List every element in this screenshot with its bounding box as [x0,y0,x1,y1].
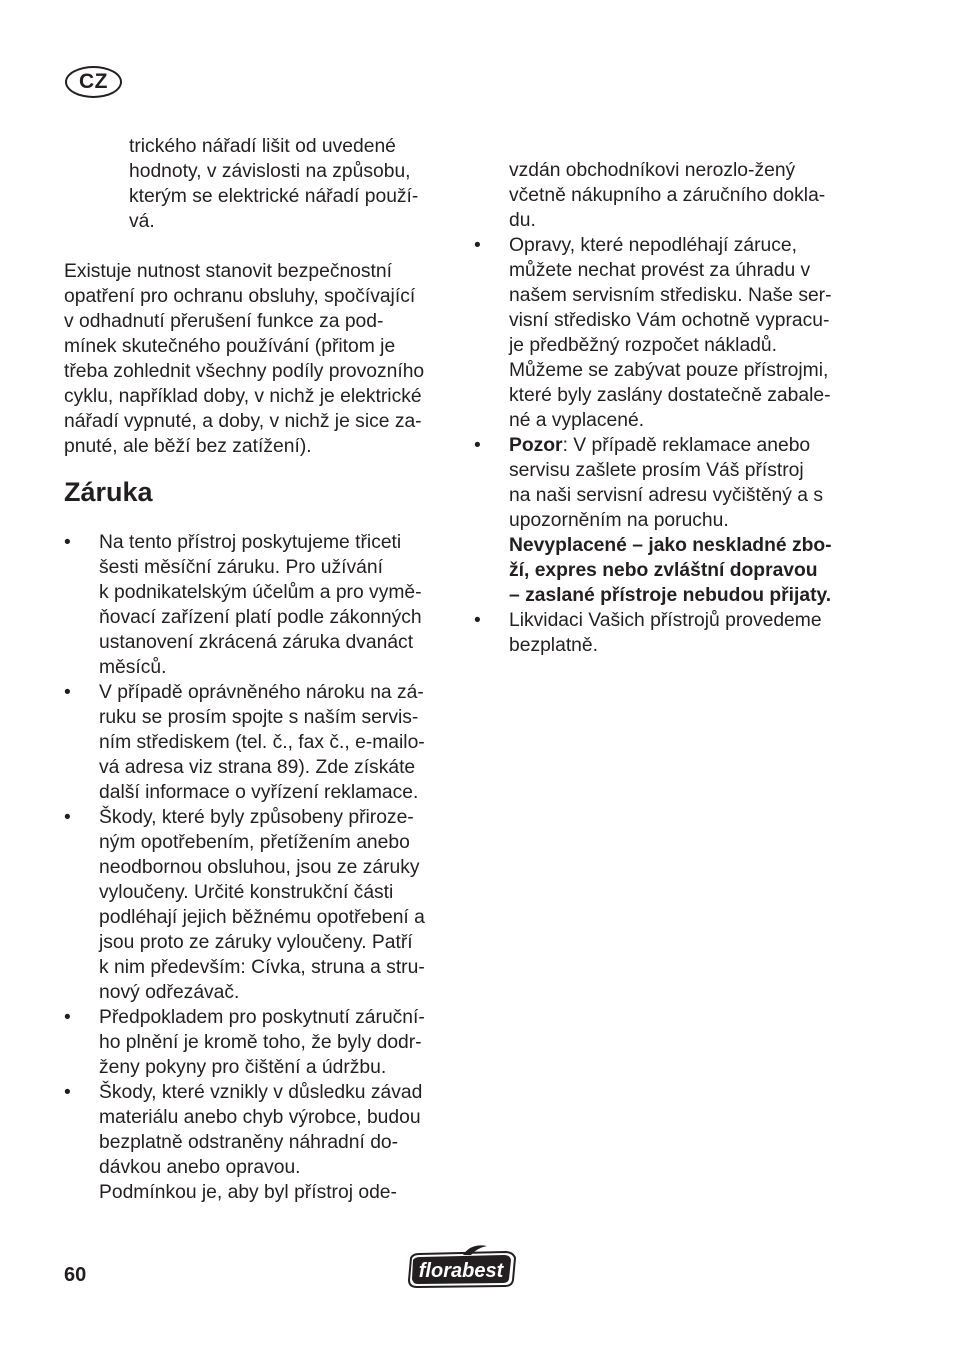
text-line: neodbornou obsluhou, jsou ze záruky [99,857,420,878]
text-line: ním střediskem (tel. č., fax č., e-mailo- [99,732,425,753]
warning-line: – zaslané přístroje nebudou přijaty. [509,585,832,606]
page-number: 60 [64,1264,87,1286]
text-line: ruku se prosím spojte s naším servis- [99,707,419,728]
continuation-text [474,158,874,233]
text-line: opatření pro ochranu obsluhy, spočívající [64,286,416,307]
text-line: ho plnění je kromě toho, že byly dodr- [99,1032,422,1053]
text-line: du. [509,210,536,231]
text-line: můžete nechat provést za úhradu v [509,260,811,281]
bullet-icon: • [64,1007,71,1028]
text-line: vá adresa viz strana 89). Zde získáte [99,757,416,778]
text-line: bezplatně. [509,635,598,656]
text-line: třeba zohlednit všechny podíly provozního [64,361,425,382]
text-line: Likvidaci Vašich přístrojů provedeme [509,610,822,631]
text-line: upozorněním na poruchu. [509,510,729,531]
text-line: Existuje nutnost stanovit bezpečnostní [64,261,392,282]
text-line: je předběžný rozpočet nákladů. [509,335,777,356]
continuation-text [64,134,464,234]
text-line: nářadí vypnuté, a doby, v nichž je sice za- [64,411,422,432]
bullet-icon: • [64,807,71,828]
attention-text: : V případě reklamace anebo [562,435,811,456]
list-item [64,530,464,680]
text-line: další informace o vyřízení reklamace. [99,782,419,803]
text-line: ným opotřebením, přetížením anebo [99,832,410,853]
text-line: trického nářadí lišit od uvedené [129,136,396,157]
left-column [64,134,464,1205]
list-item [64,1080,464,1205]
text-line: dávkou anebo opravou. [99,1157,301,1178]
text-line: bezplatně odstraněny náhradní do- [99,1132,399,1153]
bullet-icon: • [64,532,71,553]
attention-label: Pozor [509,435,563,456]
text-line: pnuté, ale běží bez zatížení). [64,436,312,457]
text-line: ňovací zařízení platí podle zákonných [99,607,422,628]
list-item [64,1005,464,1080]
list-item [474,233,874,433]
text-line: visní středisko Vám ochotně vypracu- [509,310,830,331]
text-line: vyloučeny. Určité konstrukční části [99,882,394,903]
text-line: nový odřezávač. [99,982,240,1003]
bullet-icon: • [64,1082,71,1103]
text-line: k podnikatelským účelům a pro vymě- [99,582,422,603]
text-line: né a vyplacené. [509,410,645,431]
warning-line: Nevyplacené – jako neskladné zbo- [509,535,832,556]
text-line: servisu zašlete prosím Váš přístroj [509,460,804,481]
text-line: hodnoty, v závislosti na způsobu, [129,161,411,182]
text-line: Podmínkou je, aby byl přístroj ode- [99,1182,397,1203]
text-line: V případě oprávněného nároku na zá- [99,682,424,703]
bullet-icon: • [474,610,481,631]
text-line: včetně nákupního a záručního dokla- [509,185,826,206]
logo-text: florabest [418,1260,504,1282]
language-badge: CZ [65,66,122,98]
section-heading: Záruka [64,477,153,507]
text-line: cyklu, například doby, v nichž je elektrické [64,386,422,407]
safety-paragraph [64,259,464,459]
text-line: které byly zaslány dostatečně zabale- [509,385,831,406]
list-item [474,608,874,658]
text-line: Na tento přístroj poskytujeme třiceti [99,532,402,553]
bullet-icon: • [64,682,71,703]
list-item [64,680,464,805]
text-line: vá. [129,211,155,232]
text-line: mínek skutečného používání (přitom je [64,336,396,357]
text-line: k nim především: Cívka, struna a stru- [99,957,425,978]
list-item [474,433,874,608]
text-line: na naši servisní adresu vyčištěný a s [509,485,823,506]
bullet-icon: • [474,235,481,256]
text-line: jsou proto ze záruky vyloučeny. Patří [99,932,413,953]
florabest-logo [405,1244,519,1290]
text-line: materiálu anebo chyb výrobce, budou [99,1107,421,1128]
text-line [509,433,874,458]
text-line: měsíců. [99,657,167,678]
warning-line: ží, expres nebo zvláštní dopravou [509,560,818,581]
text-line: Škody, které vznikly v důsledku závad [99,1082,423,1103]
text-line: Škody, které byly způsobeny přiroze- [99,807,414,828]
text-line: ustanovení zkrácená záruka dvanáct [99,632,414,653]
right-column [474,158,874,658]
text-line: podléhají jejich běžnému opotřebení a [99,907,425,928]
text-line: šesti měsíční záruku. Pro užívání [99,557,383,578]
text-line: ženy pokyny pro čištění a údržbu. [99,1057,387,1078]
text-line: Opravy, které nepodléhají záruce, [509,235,797,256]
text-line: kterým se elektrické nářadí použí- [129,186,419,207]
text-line: vzdán obchodníkovi nerozlo-žený [509,160,796,181]
bullet-icon: • [474,435,481,456]
text-line: v odhadnutí přerušení funkce za pod- [64,311,384,332]
text-line: našem servisním středisku. Naše ser- [509,285,832,306]
list-item [64,805,464,1005]
text-line: Předpokladem pro poskytnutí záruční- [99,1007,425,1028]
text-line: Můžeme se zabývat pouze přístrojmi, [509,360,829,381]
